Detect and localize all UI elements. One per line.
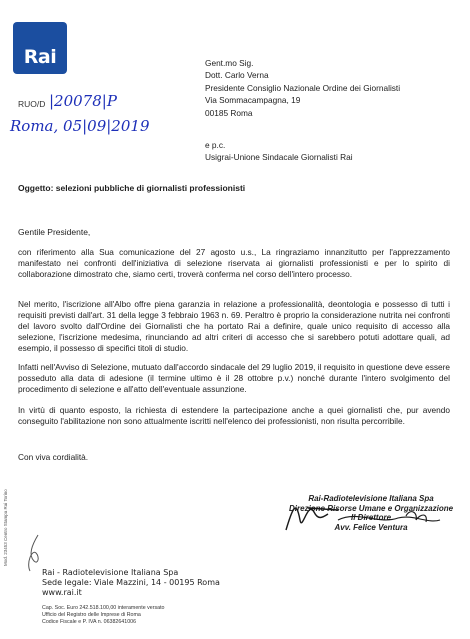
recipient-line: Via Sommacampagna, 19	[205, 95, 301, 106]
recipient-line: Presidente Consiglio Nazionale Ordine dei Giornalisti	[205, 82, 401, 93]
footer-website: www.rai.it	[42, 588, 82, 597]
salutation: Gentile Presidente,	[18, 227, 91, 237]
body-paragraph: In virtù di quanto esposto, la richiesta di estendere la partecipazione anche a quei giornalisti che, pur avendo conseguito l'abilitazione non sono attualmente iscritti nell'elenco dei professionisti, non risulta percorribile.	[18, 405, 450, 427]
recipient-line: Gent.mo Sig.	[205, 58, 254, 68]
protocol-number: |20078|P	[49, 92, 117, 110]
body-paragraph: con riferimento alla Sua comunicazione del 27 agosto u.s., La ringraziamo innanzitutto per l'apprezzamento manifestato nei confronti dell'iniziativa di selezione riservata ai giornalisti professionisti e per lo spirito di collaborazione dimostrato che, siamo certi, troverà conferma nel corso dell'intero processo.	[18, 247, 450, 280]
rai-logo	[13, 22, 67, 74]
handwritten-signature	[278, 490, 448, 545]
footer-legal-info	[42, 605, 165, 626]
footer-company-info	[42, 568, 220, 598]
recipient-line: Dott. Carlo Verna	[205, 70, 269, 81]
recipient-address	[205, 57, 400, 119]
rai-logo-text: Rai	[23, 46, 57, 68]
footer-line: Rai - Radiotelevisione Italiana Spa	[42, 568, 179, 577]
protocol-label: RUO/D	[18, 99, 46, 109]
signature-line: Avv. Felice Ventura	[334, 522, 408, 532]
footer-legal-line: Codice Fiscale e P. IVA n. 06382641006	[42, 619, 137, 625]
footer-line: Sede legale: Viale Mazzini, 14 - 00195 Roma	[42, 578, 220, 587]
footer-print-code: Mod. 23453 Centro Stampa Rai Torino	[3, 489, 8, 566]
signature-line: Rai-Radiotelevisione Italiana Spa	[308, 494, 434, 503]
letter-subject: Oggetto: selezioni pubbliche di giornalisti professionisti	[18, 183, 246, 193]
signature-line: Direzione Risorse Umane e Organizzazione	[289, 503, 454, 513]
recipient-line: 00185 Roma	[205, 107, 253, 118]
cc-line: e p.c.	[205, 140, 226, 150]
footer-legal-line: Cap. Soc. Euro 242.518.100,00 interamente versato	[42, 605, 165, 611]
signature-line: Il Direttore	[351, 513, 392, 522]
cc-line: Usigrai-Unione Sindacale Giornalisti Rai	[205, 152, 353, 163]
cc-block	[205, 139, 353, 164]
footer-legal-line: Ufficio del Registro delle Imprese di Roma	[42, 612, 141, 618]
closing: Con viva cordialità.	[18, 452, 89, 462]
footer-decorative-mark	[20, 533, 50, 573]
protocol-date: Roma, 05|09|2019	[10, 117, 150, 135]
body-paragraph: Nel merito, l'iscrizione all'Albo offre piena garanzia in relazione a professionalità, deontologia e possesso di tutti i requisiti previsti dall'art. 31 della legge 3 febbraio 1963 n. 69. Peraltro è proprio la considerazione nutrita nei confronti del lavoro svolto dall'Ordine dei Giornalisti che ha portato Rai a definire, quale unico requisito di accesso alla selezione, l'iscrizione medesima, rinunciando ad altri criteri di accesso che si sarebbero potuti adottare quali, ad esempio, il possesso di specifici titoli di studio.	[18, 299, 450, 354]
body-paragraph: Infatti nell'Avviso di Selezione, mutuato dall'accordo sindacale del 29 luglio 2019, il requisito in questione deve essere posseduto alla data di adesione (il termine ultimo è il 28 ottobre p.v.) nonché durante l'intero svolgimento del procedimento di selezione e all'atto dell'eventuale assunzione.	[18, 362, 450, 395]
